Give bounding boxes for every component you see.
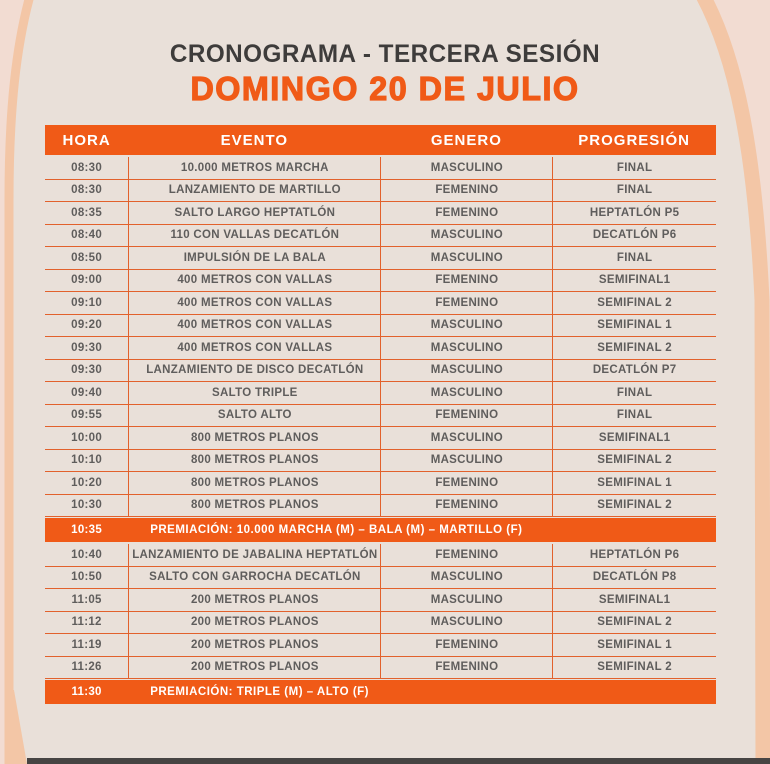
- cell-progression: HEPTATLÓN P5: [552, 202, 716, 224]
- cell-progression: SEMIFINAL 2: [552, 657, 716, 679]
- page-title: CRONOGRAMA - TERCERA SESIÓN: [169, 40, 601, 68]
- cell-time: 09:00: [71, 274, 103, 287]
- award-text: PREMIACIÓN: TRIPLE (M) – ALTO (F): [150, 686, 370, 698]
- cell-time: 10:50: [71, 571, 103, 584]
- award-time: 11:30: [71, 686, 102, 698]
- cell-progression: SEMIFINAL 1: [552, 472, 716, 494]
- table-row: [45, 567, 716, 590]
- table-body: [45, 157, 716, 704]
- cell-time: 09:40: [71, 386, 103, 399]
- table-row: [45, 225, 716, 248]
- table-row: [45, 337, 716, 360]
- table-row: [45, 634, 716, 657]
- cell-progression: SEMIFINAL 2: [552, 495, 716, 517]
- cell-time: 08:40: [71, 229, 103, 242]
- table-row: [45, 657, 716, 680]
- table-header-row: [45, 125, 716, 155]
- cell-event: LANZAMIENTO DE JABALINA HEPTATLÓN: [128, 544, 380, 566]
- cell-event: 800 METROS PLANOS: [128, 472, 380, 494]
- table-header-evento: EVENTO: [220, 131, 289, 149]
- page-date: DOMINGO 20 DE JULIO: [190, 70, 580, 107]
- cell-progression: FINAL: [552, 405, 716, 427]
- cell-progression: SEMIFINAL1: [552, 589, 716, 611]
- cell-event: 800 METROS PLANOS: [128, 495, 380, 517]
- cell-gender: FEMENINO: [380, 472, 552, 494]
- award-text: PREMIACIÓN: 10.000 MARCHA (M) – BALA (M) – MARTILLO (F): [150, 524, 523, 536]
- cell-progression: FINAL: [552, 382, 716, 404]
- cell-event: SALTO CON GARROCHA DECATLÓN: [128, 567, 380, 589]
- cell-gender: FEMENINO: [380, 202, 552, 224]
- cell-gender: FEMENINO: [380, 634, 552, 656]
- cell-progression: SEMIFINAL 1: [552, 315, 716, 337]
- award-row: [45, 680, 716, 704]
- cell-gender: MASCULINO: [380, 612, 552, 634]
- table-row: [45, 180, 716, 203]
- cell-event: 800 METROS PLANOS: [128, 427, 380, 449]
- cell-gender: FEMENINO: [380, 495, 552, 517]
- cell-event: LANZAMIENTO DE DISCO DECATLÓN: [128, 360, 380, 382]
- cell-progression: FINAL: [552, 157, 716, 179]
- cell-gender: MASCULINO: [380, 360, 552, 382]
- cell-event: 10.000 METROS MARCHA: [128, 157, 380, 179]
- table-row: [45, 544, 716, 567]
- cell-time: 10:40: [71, 548, 103, 561]
- cell-progression: FINAL: [552, 247, 716, 269]
- cell-event: LANZAMIENTO DE MARTILLO: [128, 180, 380, 202]
- cell-gender: FEMENINO: [380, 180, 552, 202]
- cell-time: 10:20: [71, 476, 103, 489]
- cell-time: 09:55: [71, 409, 103, 422]
- cell-time: 08:30: [71, 161, 103, 174]
- cell-event: 400 METROS CON VALLAS: [128, 270, 380, 292]
- cell-progression: SEMIFINAL 2: [552, 292, 716, 314]
- cell-event: 200 METROS PLANOS: [128, 657, 380, 679]
- cell-gender: MASCULINO: [380, 315, 552, 337]
- cell-progression: SEMIFINAL 2: [552, 450, 716, 472]
- cell-time: 09:30: [71, 364, 103, 377]
- cell-gender: MASCULINO: [380, 427, 552, 449]
- cell-progression: HEPTATLÓN P6: [552, 544, 716, 566]
- cell-time: 10:00: [71, 431, 103, 444]
- cell-event: 200 METROS PLANOS: [128, 612, 380, 634]
- table-row: [45, 382, 716, 405]
- cell-gender: MASCULINO: [380, 225, 552, 247]
- cell-gender: MASCULINO: [380, 567, 552, 589]
- cell-progression: SEMIFINAL 1: [552, 634, 716, 656]
- table-row: [45, 427, 716, 450]
- cell-gender: FEMENINO: [380, 657, 552, 679]
- cell-time: 11:19: [71, 638, 102, 651]
- cell-time: 08:30: [71, 184, 103, 197]
- table-row: [45, 202, 716, 225]
- table-row: [45, 495, 716, 518]
- cell-event: IMPULSIÓN DE LA BALA: [128, 247, 380, 269]
- cell-progression: SEMIFINAL 2: [552, 337, 716, 359]
- cell-event: 110 CON VALLAS DECATLÓN: [128, 225, 380, 247]
- cell-gender: FEMENINO: [380, 270, 552, 292]
- table-row: [45, 589, 716, 612]
- schedule-table: [45, 125, 716, 706]
- cell-time: 09:30: [71, 341, 103, 354]
- award-time: 10:35: [71, 524, 103, 536]
- cell-progression: SEMIFINAL1: [552, 270, 716, 292]
- cell-time: 10:30: [71, 499, 103, 512]
- table-row: [45, 157, 716, 180]
- table-row: [45, 247, 716, 270]
- cell-event: 800 METROS PLANOS: [128, 450, 380, 472]
- table-row: [45, 360, 716, 383]
- table-header-hora: HORA: [62, 131, 111, 149]
- cell-time: 08:35: [71, 206, 103, 219]
- table-row: [45, 450, 716, 473]
- cell-progression: SEMIFINAL1: [552, 427, 716, 449]
- table-header-genero: GENERO: [430, 131, 502, 149]
- cell-time: 11:05: [71, 593, 102, 606]
- cell-gender: FEMENINO: [380, 292, 552, 314]
- cell-time: 11:12: [71, 616, 102, 629]
- cell-progression: DECATLÓN P8: [552, 567, 716, 589]
- cell-gender: MASCULINO: [380, 450, 552, 472]
- cell-gender: MASCULINO: [380, 589, 552, 611]
- cell-time: 10:10: [71, 454, 103, 467]
- cell-event: 400 METROS CON VALLAS: [128, 337, 380, 359]
- cell-gender: MASCULINO: [380, 247, 552, 269]
- table-row: [45, 270, 716, 293]
- cell-event: SALTO TRIPLE: [128, 382, 380, 404]
- cell-time: 08:50: [71, 251, 103, 264]
- table-row: [45, 315, 716, 338]
- cell-time: 11:26: [71, 661, 102, 674]
- cell-event: SALTO ALTO: [128, 405, 380, 427]
- cell-event: 200 METROS PLANOS: [128, 634, 380, 656]
- award-row: [45, 518, 716, 542]
- table-row: [45, 405, 716, 428]
- cell-gender: MASCULINO: [380, 337, 552, 359]
- cell-progression: DECATLÓN P6: [552, 225, 716, 247]
- cell-event: SALTO LARGO HEPTATLÓN: [128, 202, 380, 224]
- cell-progression: DECATLÓN P7: [552, 360, 716, 382]
- cell-event: 200 METROS PLANOS: [128, 589, 380, 611]
- cell-progression: FINAL: [552, 180, 716, 202]
- cell-gender: FEMENINO: [380, 405, 552, 427]
- table-row: [45, 612, 716, 635]
- cell-gender: FEMENINO: [380, 544, 552, 566]
- table-row: [45, 472, 716, 495]
- cell-event: 400 METROS CON VALLAS: [128, 292, 380, 314]
- table-header-progresion: PROGRESIÓN: [578, 131, 690, 149]
- cell-time: 09:10: [71, 296, 103, 309]
- cell-gender: MASCULINO: [380, 157, 552, 179]
- cell-event: 400 METROS CON VALLAS: [128, 315, 380, 337]
- table-row: [45, 292, 716, 315]
- cell-time: 09:20: [71, 319, 103, 332]
- cell-gender: MASCULINO: [380, 382, 552, 404]
- cell-progression: SEMIFINAL 2: [552, 612, 716, 634]
